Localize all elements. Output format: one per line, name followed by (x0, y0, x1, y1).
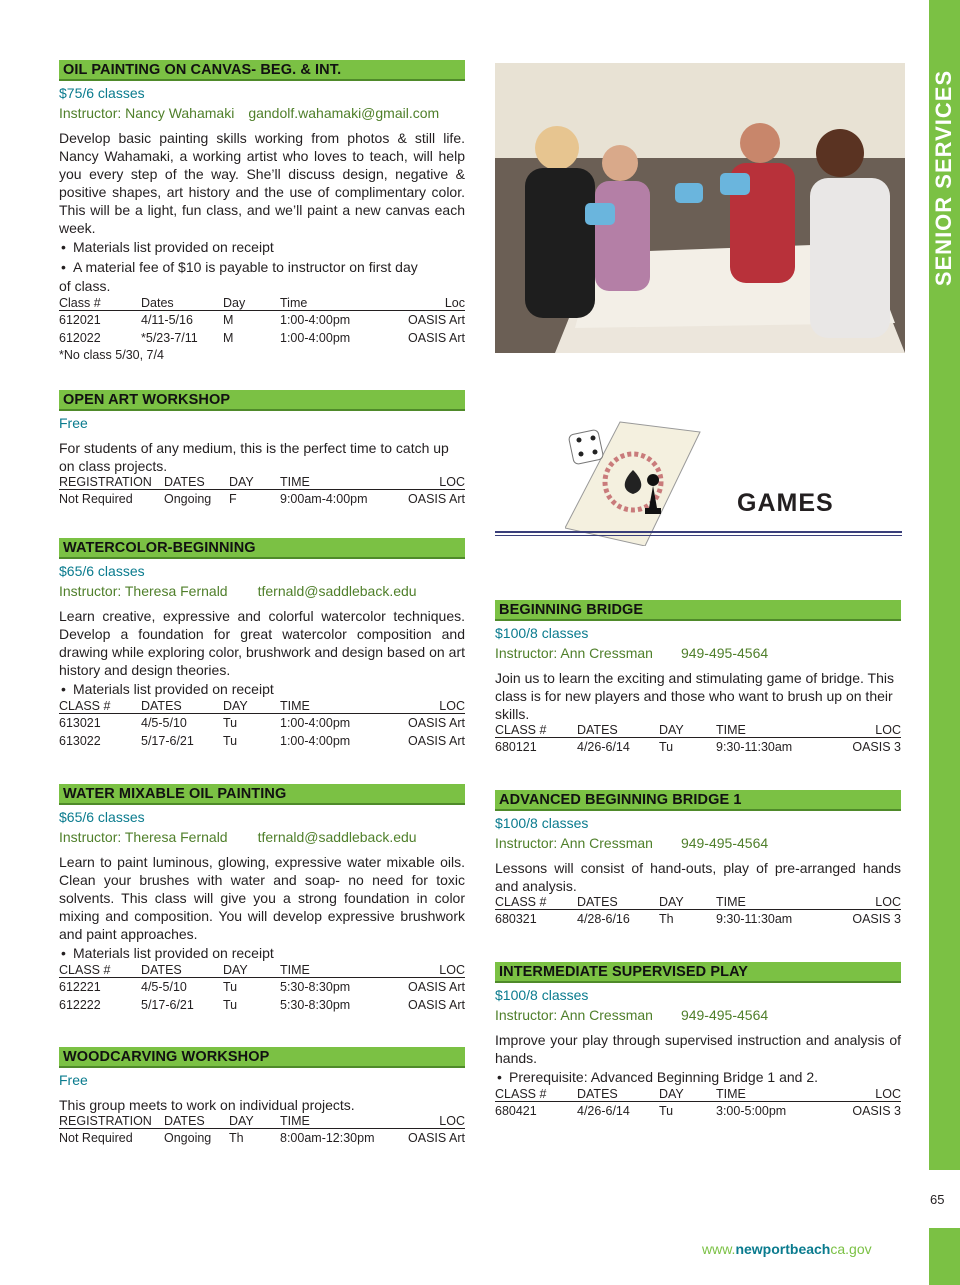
cell: OASIS 3 (852, 1104, 901, 1118)
price: Free (59, 1072, 88, 1088)
cell: 613022 (59, 734, 101, 748)
cell: 680321 (495, 912, 537, 926)
price: $100/8 classes (495, 815, 589, 831)
cell: *5/23-7/11 (141, 331, 198, 345)
cell: 612022 (59, 331, 101, 345)
cell: Tu (659, 1104, 674, 1118)
games-rule (495, 531, 902, 533)
section-open-art-workshop (59, 390, 465, 508)
column-header: LOC (825, 1087, 901, 1102)
cell: 3:00-5:00pm (716, 1104, 787, 1118)
column-header: LOC (382, 963, 465, 978)
url-main: newportbeach (735, 1241, 831, 1257)
description: Join us to learn the exciting and stimulating game of bridge. This class is for new players and those who want to brush up on their skills. (495, 670, 894, 722)
bullet: • Materials list provided on receipt (59, 943, 465, 963)
column-header: LOC (395, 1114, 465, 1129)
schedule-table (59, 963, 465, 1014)
page-number: 65 (930, 1192, 945, 1207)
column-header: DATES (577, 1087, 659, 1102)
cell: 612021 (59, 313, 101, 327)
instructor: Instructor: Theresa Fernald (59, 829, 228, 845)
bullet: • A material fee of $10 is payable to instructor on first day (59, 257, 465, 277)
column-header: CLASS # (59, 963, 141, 978)
column-header: DAY (659, 723, 716, 738)
column-header: TIME (716, 723, 829, 738)
cell: 5:30-8:30pm (280, 980, 351, 994)
cell: OASIS Art (408, 492, 465, 506)
cell: OASIS Art (408, 734, 465, 748)
footnote: *No class 5/30, 7/4 (59, 348, 164, 362)
price: $65/6 classes (59, 563, 145, 579)
instructor: Instructor: Ann Cressman (495, 835, 653, 851)
section-title: INTERMEDIATE SUPERVISED PLAY (495, 962, 901, 983)
column-header: DAY (223, 699, 280, 714)
cell: 1:00-4:00pm (280, 313, 351, 327)
column-header: DAY (659, 1087, 716, 1102)
cell: Tu (223, 998, 238, 1012)
section-title: WOODCARVING WORKSHOP (59, 1047, 465, 1068)
instructor-email[interactable]: tfernald@saddleback.edu (257, 829, 417, 845)
cell: 5/17-6/21 (141, 734, 194, 748)
cell: 9:00am-4:00pm (280, 492, 368, 506)
cell: M (223, 331, 234, 345)
description: This group meets to work on individual projects. (59, 1097, 355, 1113)
playing-card-illustration (565, 418, 705, 546)
table-row (59, 1129, 465, 1148)
column-header: DAY (229, 1114, 280, 1129)
cell: Th (229, 1131, 244, 1145)
table-row (495, 738, 901, 757)
bullet: • Prerequisite: Advanced Beginning Bridge 1 and 2. (495, 1067, 901, 1087)
column-header: DATES (577, 895, 659, 910)
section-woodcarving-workshop (59, 1047, 465, 1147)
games-heading: GAMES (737, 489, 834, 517)
column-header: LOC (829, 895, 901, 910)
cell: Tu (659, 740, 674, 754)
cell: OASIS Art (408, 998, 465, 1012)
column-header: CLASS # (495, 723, 577, 738)
section-water-mixable-oil (59, 784, 465, 1014)
cell: 4/5-5/10 (141, 980, 187, 994)
column-header: DAY (223, 963, 280, 978)
column-header: TIME (280, 1114, 395, 1129)
footer-url[interactable] (702, 1241, 872, 1257)
sidebar-label: SENIOR SERVICES (931, 69, 956, 287)
cell: OASIS Art (408, 331, 465, 345)
cell: Th (659, 912, 674, 926)
column-header: CLASS # (59, 699, 141, 714)
table-row (495, 1102, 901, 1121)
cell: 613021 (59, 716, 101, 730)
column-header: TIME (716, 1087, 825, 1102)
table-row (59, 490, 465, 509)
instructor-email[interactable]: gandolf.wahamaki@gmail.com (248, 105, 440, 121)
price: Free (59, 415, 88, 431)
section-beginning-bridge (495, 600, 901, 756)
section-watercolor-beginning (59, 538, 465, 750)
cell: Not Required (59, 492, 133, 506)
column-header: REGISTRATION (59, 1114, 164, 1129)
cell: Ongoing (164, 492, 212, 506)
table-row (59, 996, 465, 1014)
url-prefix: www. (702, 1241, 736, 1257)
price: $100/8 classes (495, 987, 589, 1003)
instructor: Instructor: Ann Cressman (495, 1007, 653, 1023)
price: $100/8 classes (495, 625, 589, 641)
bullet-continuation: of class. (59, 278, 111, 294)
instructor-phone[interactable]: 949-495-4564 (680, 835, 769, 851)
table-row (59, 714, 465, 733)
column-header: TIME (280, 699, 382, 714)
column-header: Loc (382, 296, 465, 311)
schedule-table (59, 296, 465, 347)
instructor-email[interactable]: tfernald@saddleback.edu (257, 583, 417, 599)
section-intermediate-supervised-play (495, 962, 901, 1120)
column-header: Dates (141, 296, 223, 311)
cell: Tu (223, 734, 238, 748)
cell: F (229, 492, 237, 506)
cell: 1:00-4:00pm (280, 331, 351, 345)
cell: 4/26-6/14 (577, 740, 630, 754)
description: Learn to paint luminous, glowing, expressive water mixable oils. Clean your brushes with water and soap- no need for toxic solvents. This class will give you a strong foundation in color mixing and composition. You will develop expressive brushwork and paint approaches. (59, 854, 465, 942)
column-header: DATES (164, 1114, 229, 1129)
cell: OASIS Art (408, 313, 465, 327)
schedule-table (495, 723, 901, 756)
description: Improve your play through supervised instruction and analysis of hands. (495, 1032, 901, 1066)
section-title: WATER MIXABLE OIL PAINTING (59, 784, 465, 805)
cell: 8:00am-12:30pm (280, 1131, 375, 1145)
cell: 5:30-8:30pm (280, 998, 351, 1012)
column-header: DATES (141, 699, 223, 714)
column-header: DATES (577, 723, 659, 738)
cell: OASIS 3 (852, 740, 901, 754)
cell: 680421 (495, 1104, 537, 1118)
price: $65/6 classes (59, 809, 145, 825)
url-suffix: ca.gov (830, 1241, 872, 1257)
games-rule (495, 535, 902, 536)
cell: Ongoing (164, 1131, 212, 1145)
column-header: DATES (164, 475, 229, 490)
cell: M (223, 313, 234, 327)
section-title: WATERCOLOR-BEGINNING (59, 538, 465, 559)
instructor: Instructor: Ann Cressman (495, 645, 653, 661)
section-title: OPEN ART WORKSHOP (59, 390, 465, 411)
cell: OASIS Art (408, 980, 465, 994)
cell: 9:30-11:30am (716, 740, 793, 754)
column-header: DATES (141, 963, 223, 978)
bullet: • Materials list provided on receipt (59, 237, 465, 257)
section-advanced-beginning-bridge (495, 790, 901, 928)
section-oil-painting (59, 60, 465, 363)
cell: 9:30-11:30am (716, 912, 793, 926)
column-header: TIME (280, 475, 392, 490)
description: For students of any medium, this is the perfect time to catch up on class projects. (59, 440, 449, 474)
column-header: REGISTRATION (59, 475, 164, 490)
table-row (59, 732, 465, 750)
cell: 612222 (59, 998, 101, 1012)
table-row (59, 311, 465, 330)
instructor-phone[interactable]: 949-495-4564 (680, 1007, 769, 1023)
cell: 1:00-4:00pm (280, 734, 351, 748)
cell: 4/11-5/16 (141, 313, 193, 327)
instructor: Instructor: Nancy Wahamaki (59, 105, 235, 121)
cell: Not Required (59, 1131, 133, 1145)
column-header: DAY (659, 895, 716, 910)
cell: 612221 (59, 980, 101, 994)
instructor: Instructor: Theresa Fernald (59, 583, 228, 599)
column-header: Time (280, 296, 382, 311)
cell: 1:00-4:00pm (280, 716, 351, 730)
description: Develop basic painting skills working from photos & still life. Nancy Wahamaki, a working artist who loves to teach, will help you every step of the way. She’ll discuss design, negative & positive shapes, art history and the use of complimentary color. This will be a light, fun class, and we’ll paint a new canvas each week. (59, 130, 465, 236)
column-header: LOC (392, 475, 465, 490)
column-header: TIME (716, 895, 829, 910)
cell: 680121 (495, 740, 537, 754)
cell: 4/26-6/14 (577, 1104, 630, 1118)
column-header: LOC (382, 699, 465, 714)
description: Learn creative, expressive and colorful watercolor techniques. Develop a foundation for great watercolor composition and drawing while exploring color, brushwork and design based on art history and design theories. (59, 608, 465, 678)
column-header: CLASS # (495, 895, 577, 910)
description: Lessons will consist of hand-outs, play of pre-arranged hands and analysis. (495, 860, 901, 894)
instructor-phone[interactable]: 949-495-4564 (680, 645, 769, 661)
cell: 4/28-6/16 (577, 912, 630, 926)
section-title: ADVANCED BEGINNING BRIDGE 1 (495, 790, 901, 811)
price: $75/6 classes (59, 85, 145, 101)
table-row (495, 910, 901, 929)
cell: OASIS 3 (852, 912, 901, 926)
table-row (59, 329, 465, 347)
footer-band (929, 1228, 960, 1285)
section-title: BEGINNING BRIDGE (495, 600, 901, 621)
column-header: LOC (829, 723, 901, 738)
schedule-table (59, 699, 465, 750)
cell: OASIS Art (408, 716, 465, 730)
schedule-table (59, 1114, 465, 1147)
column-header: TIME (280, 963, 382, 978)
schedule-table (495, 1087, 901, 1120)
cell: 5/17-6/21 (141, 998, 194, 1012)
bullet: • Materials list provided on receipt (59, 679, 465, 699)
schedule-table (495, 895, 901, 928)
section-title: OIL PAINTING ON CANVAS- BEG. & INT. (59, 60, 465, 81)
cell: Tu (223, 980, 238, 994)
column-header: Day (223, 296, 280, 311)
table-row (59, 978, 465, 997)
cell: 4/5-5/10 (141, 716, 187, 730)
card-players-photo (495, 63, 905, 353)
schedule-table (59, 475, 465, 508)
column-header: CLASS # (495, 1087, 577, 1102)
cell: Tu (223, 716, 238, 730)
column-header: Class # (59, 296, 141, 311)
cell: OASIS Art (408, 1131, 465, 1145)
column-header: DAY (229, 475, 280, 490)
